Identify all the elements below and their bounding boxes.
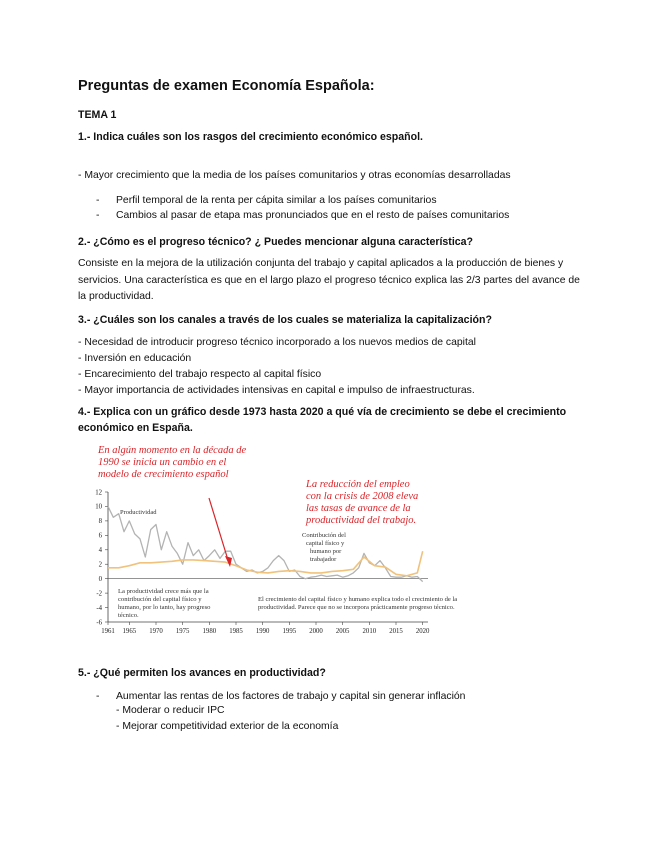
x-tick-label: 1985: [229, 628, 243, 635]
capital-label-4: trabajador: [310, 556, 337, 563]
right-note-2: productividad. Parece que no se incorpora prácticamente progreso técnico.: [258, 604, 455, 611]
annotation-top-right-1: La reducción del empleo: [306, 479, 410, 490]
series-line-capital: [108, 551, 423, 576]
x-tick-label: 1975: [175, 628, 190, 635]
annotation-top-left-1: En algún momento en la década de: [98, 445, 247, 456]
x-tick-label: 1970: [149, 628, 163, 635]
growth-chart: [76, 440, 518, 652]
x-tick-label: 1980: [202, 628, 217, 635]
bullet-dash: -: [96, 195, 100, 206]
left-note-4: técnico.: [118, 612, 139, 619]
y-tick-label: 0: [98, 575, 102, 583]
q5-subitem-2: - Mejorar competitividad exterior de la economía: [116, 721, 339, 732]
question-4-line-2: económico en España.: [78, 422, 193, 434]
q5-subitem-1: - Moderar o reducir IPC: [116, 705, 225, 716]
annotation-arrowhead: [225, 556, 232, 567]
q3-item-4: - Mayor importancia de actividades intensivas en capital e impulso de infraestructuras.: [78, 385, 475, 396]
q2-answer: Consiste en la mejora de la utilización conjunta del trabajo y capital aplicados a la producción de bienes y servicios. Una característica es que en el largo plazo el progreso técnico explica las 2/3 partes del avance de la productividad.: [78, 258, 580, 302]
question-1: 1.- Indica cuáles son los rasgos del crecimiento económico español.: [78, 131, 423, 143]
left-note-3: humano, por lo tanto, hay progreso: [118, 604, 211, 611]
page-title: Preguntas de examen Economía Española:: [78, 78, 375, 94]
q3-item-3: - Encarecimiento del trabajo respecto al capital físico: [78, 369, 322, 380]
y-tick-label: 4: [98, 547, 102, 555]
y-tick-label: -6: [96, 619, 102, 627]
capital-label-1: Contribución del: [302, 532, 346, 539]
left-note-1: La productividad crece más que la: [118, 588, 209, 595]
x-tick-label: 1965: [122, 628, 137, 635]
question-4-line-1: 4.- Explica con un gráfico desde 1973 hasta 2020 a qué vía de crecimiento se debe el crecimiento: [78, 406, 567, 418]
annotation-top-left-2: 1990 se inicia un cambio en el: [98, 457, 227, 468]
right-note-1: El crecimiento del capital físico y humano explica todo el crecimiento de la: [258, 596, 458, 603]
tema-heading: TEMA 1: [78, 109, 117, 121]
x-tick-label: 1995: [282, 628, 297, 635]
left-note-2: contribución del capital físico y: [118, 596, 202, 603]
y-tick-label: 2: [98, 561, 102, 569]
x-tick-label: 1990: [255, 628, 270, 635]
capital-label-2: capital físico y: [306, 540, 345, 547]
q1-bullet-2: Cambios al pasar de etapa mas pronunciados que en el resto de países comunitarios: [116, 210, 510, 221]
annotation-arrow: [209, 498, 228, 560]
annotation-top-left-3: modelo de crecimiento español: [98, 469, 229, 480]
y-tick-label: 8: [98, 518, 102, 526]
x-tick-label: 2020: [415, 628, 430, 635]
y-tick-label: -2: [96, 590, 102, 598]
y-tick-label: -4: [96, 604, 102, 612]
annotation-top-right-2: con la crisis de 2008 eleva: [306, 491, 419, 502]
x-tick-label: 2000: [309, 628, 323, 635]
y-tick-label: 6: [98, 532, 102, 540]
q5-bullet: Aumentar las rentas de los factores de trabajo y capital sin generar inflación: [116, 691, 466, 702]
y-tick-label: 12: [95, 489, 102, 497]
chart-svg: [76, 440, 518, 652]
x-tick-label: 1961: [101, 628, 115, 635]
q3-item-1: - Necesidad de introducir progreso técnico incorporado a los nuevos medios de capital: [78, 337, 476, 348]
q1-answer: - Mayor crecimiento que la media de los países comunitarios y otras economías desarrolladas: [78, 170, 511, 181]
y-tick-label: 10: [95, 503, 102, 511]
productividad-label: Productividad: [120, 509, 157, 516]
question-2: 2.- ¿Cómo es el progreso técnico? ¿ Puedes mencionar alguna característica?: [78, 236, 474, 248]
x-tick-label: 2005: [335, 628, 350, 635]
q3-item-2: - Inversión en educación: [78, 353, 192, 364]
bullet-dash: -: [96, 691, 100, 702]
capital-label-3: humano por: [310, 548, 342, 555]
q1-bullet-1: Perfil temporal de la renta per cápita similar a los países comunitarios: [116, 195, 437, 206]
bullet-dash: -: [96, 210, 100, 221]
x-tick-label: 2015: [389, 628, 403, 635]
annotation-top-right-4: productividad del trabajo.: [306, 515, 417, 526]
annotation-top-right-3: las tasas de avance de la: [306, 503, 411, 514]
x-tick-label: 2010: [362, 628, 377, 635]
question-5: 5.- ¿Qué permiten los avances en productividad?: [78, 667, 326, 679]
question-3: 3.- ¿Cuáles son los canales a través de los cuales se materializa la capitalización?: [78, 314, 492, 326]
